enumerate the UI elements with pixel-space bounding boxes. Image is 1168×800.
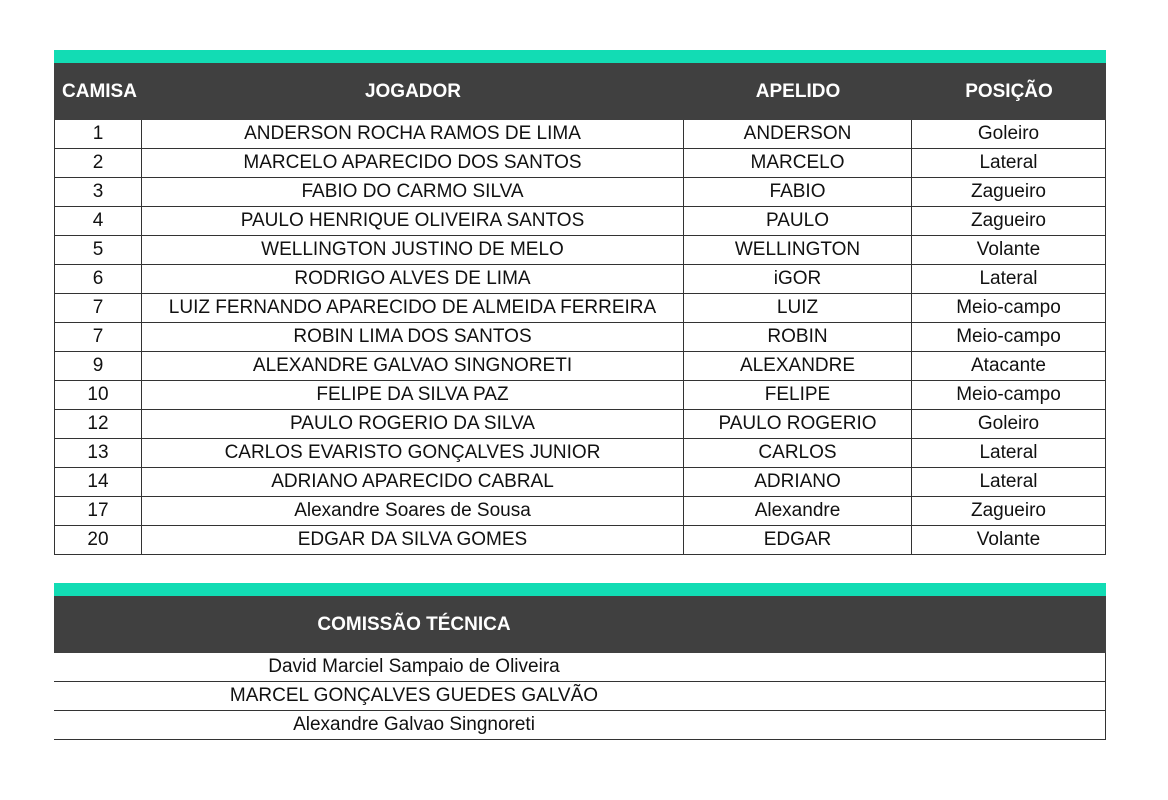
player-nickname: Alexandre <box>684 497 912 525</box>
player-number: 17 <box>54 497 142 525</box>
table-row <box>54 526 1106 555</box>
player-position: Zagueiro <box>912 207 1106 235</box>
player-nickname: ADRIANO <box>684 468 912 496</box>
player-number: 6 <box>54 265 142 293</box>
player-nickname: FABIO <box>684 178 912 206</box>
staff-title: COMISSÃO TÉCNICA <box>317 613 511 635</box>
staff-row <box>54 711 1106 740</box>
player-name: PAULO HENRIQUE OLIVEIRA SANTOS <box>142 207 684 235</box>
player-position: Goleiro <box>912 410 1106 438</box>
player-number: 20 <box>54 526 142 554</box>
player-position: Atacante <box>912 352 1106 380</box>
header-name: JOGADOR <box>364 80 462 102</box>
player-position: Volante <box>912 236 1106 264</box>
player-name: ALEXANDRE GALVAO SINGNORETI <box>142 352 684 380</box>
player-nickname: ANDERSON <box>684 120 912 148</box>
roster-table <box>54 50 1106 555</box>
player-name: WELLINGTON JUSTINO DE MELO <box>142 236 684 264</box>
player-position: Meio-campo <box>912 381 1106 409</box>
table-row <box>54 294 1106 323</box>
table-row <box>54 265 1106 294</box>
player-nickname: CARLOS <box>684 439 912 467</box>
staff-member-name: MARCEL GONÇALVES GUEDES GALVÃO <box>229 685 599 706</box>
table-row <box>54 352 1106 381</box>
player-name: Alexandre Soares de Sousa <box>142 497 684 525</box>
player-number: 13 <box>54 439 142 467</box>
player-name: CARLOS EVARISTO GONÇALVES JUNIOR <box>142 439 684 467</box>
player-position: Meio-campo <box>912 294 1106 322</box>
player-position: Goleiro <box>912 120 1106 148</box>
staff-body <box>54 653 1106 740</box>
header-nickname: APELIDO <box>755 80 841 102</box>
player-number: 4 <box>54 207 142 235</box>
player-name: MARCELO APARECIDO DOS SANTOS <box>142 149 684 177</box>
player-number: 10 <box>54 381 142 409</box>
player-name: ADRIANO APARECIDO CABRAL <box>142 468 684 496</box>
player-position: Lateral <box>912 265 1106 293</box>
staff-member-name: Alexandre Galvao Singnoreti <box>293 714 535 735</box>
player-number: 12 <box>54 410 142 438</box>
player-name: EDGAR DA SILVA GOMES <box>142 526 684 554</box>
player-number: 3 <box>54 178 142 206</box>
player-nickname: FELIPE <box>684 381 912 409</box>
player-nickname: EDGAR <box>684 526 912 554</box>
staff-row <box>54 653 1106 682</box>
player-nickname: ALEXANDRE <box>684 352 912 380</box>
staff-row <box>54 682 1106 711</box>
player-position: Lateral <box>912 149 1106 177</box>
player-number: 2 <box>54 149 142 177</box>
player-number: 5 <box>54 236 142 264</box>
table-row <box>54 323 1106 352</box>
player-nickname: WELLINGTON <box>684 236 912 264</box>
player-position: Volante <box>912 526 1106 554</box>
player-name: FELIPE DA SILVA PAZ <box>142 381 684 409</box>
player-nickname: MARCELO <box>684 149 912 177</box>
table-row <box>54 178 1106 207</box>
player-nickname: PAULO ROGERIO <box>684 410 912 438</box>
player-position: Lateral <box>912 468 1106 496</box>
table-row <box>54 439 1106 468</box>
table-row <box>54 236 1106 265</box>
table-row <box>54 468 1106 497</box>
staff-table <box>54 583 1106 740</box>
player-name: ANDERSON ROCHA RAMOS DE LIMA <box>142 120 684 148</box>
staff-accent-bar <box>54 583 1106 596</box>
player-nickname: PAULO <box>684 207 912 235</box>
player-position: Zagueiro <box>912 497 1106 525</box>
player-nickname: LUIZ <box>684 294 912 322</box>
player-name: FABIO DO CARMO SILVA <box>142 178 684 206</box>
player-nickname: ROBIN <box>684 323 912 351</box>
player-number: 7 <box>54 294 142 322</box>
player-number: 9 <box>54 352 142 380</box>
player-name: RODRIGO ALVES DE LIMA <box>142 265 684 293</box>
table-row <box>54 120 1106 149</box>
table-row <box>54 497 1106 526</box>
roster-accent-bar <box>54 50 1106 63</box>
table-row <box>54 410 1106 439</box>
player-position: Meio-campo <box>912 323 1106 351</box>
player-name: PAULO ROGERIO DA SILVA <box>142 410 684 438</box>
header-number: CAMISA <box>62 80 137 102</box>
roster-body <box>54 120 1106 555</box>
header-position: POSIÇÃO <box>965 80 1053 102</box>
player-number: 14 <box>54 468 142 496</box>
roster-header-row <box>54 63 1106 120</box>
table-row <box>54 207 1106 236</box>
staff-header-row <box>54 596 1106 653</box>
player-name: LUIZ FERNANDO APARECIDO DE ALMEIDA FERREIRA <box>142 294 684 322</box>
staff-member-name: David Marciel Sampaio de Oliveira <box>268 656 560 677</box>
player-number: 7 <box>54 323 142 351</box>
table-row <box>54 381 1106 410</box>
player-number: 1 <box>54 120 142 148</box>
player-position: Zagueiro <box>912 178 1106 206</box>
player-position: Lateral <box>912 439 1106 467</box>
table-row <box>54 149 1106 178</box>
player-name: ROBIN LIMA DOS SANTOS <box>142 323 684 351</box>
player-nickname: iGOR <box>684 265 912 293</box>
